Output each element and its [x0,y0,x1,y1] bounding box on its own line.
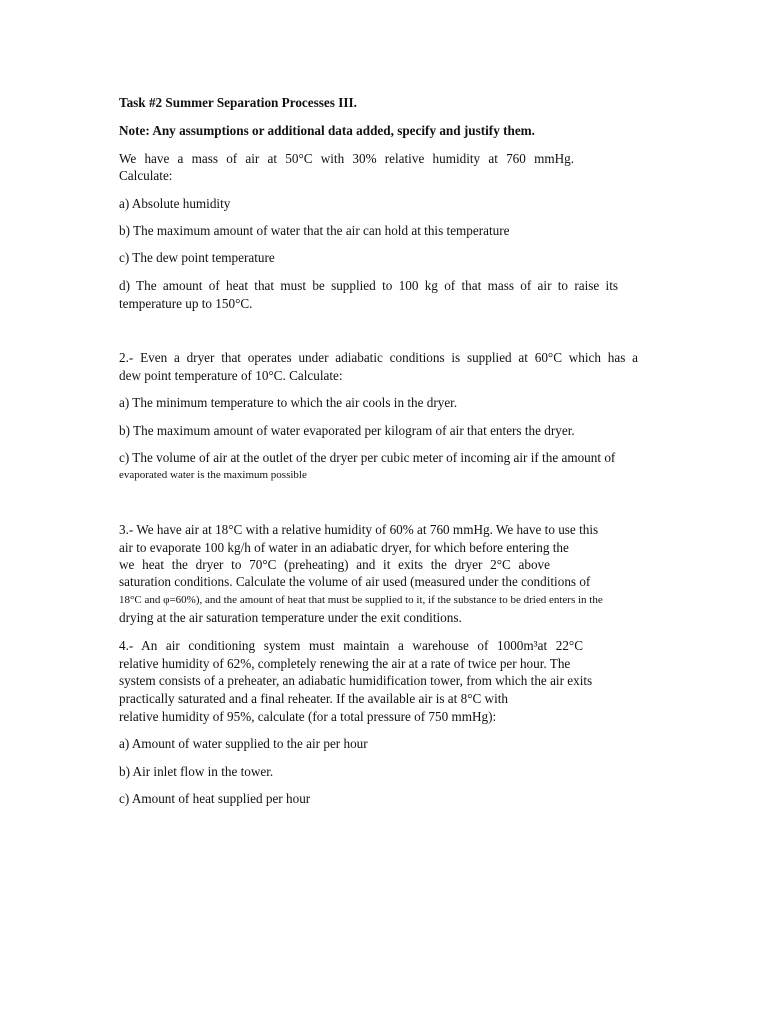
p1-item-b: b) The maximum amount of water that the air can hold at this temperature [119,223,510,238]
p3-line-6: drying at the air saturation temperature under the exit conditions. [119,610,462,625]
p4-item-c: c) Amount of heat supplied per hour [119,791,311,806]
p1-item-c: c) The dew point temperature [119,250,275,265]
p1-item-a: a) Absolute humidity [119,196,231,211]
p3-line-2: air to evaporate 100 kg/h of water in an adiabatic dryer, for which before entering the [119,540,569,555]
p2-intro-line-2: dew point temperature of 10°C. Calculate: [119,368,343,383]
p4-item-a: a) Amount of water supplied to the air per hour [119,736,368,751]
p3-line-3: we heat the dryer to 70°C (preheating) and it exits the dryer 2°C above [119,557,550,572]
p2-item-c-line-2: evaporated water is the maximum possible [119,469,307,481]
p2-item-b: b) The maximum amount of water evaporated per kilogram of air that enters the dryer. [119,423,575,438]
p3-line-1: 3.- We have air at 18°C with a relative humidity of 60% at 760 mmHg. We have to use this [119,522,599,537]
p2-intro-line-1: 2.- Even a dryer that operates under adiabatic conditions is supplied at 60°C which has a [119,350,638,365]
p4-line-3: system consists of a preheater, an adiabatic humidification tower, from which the air exits [119,673,593,688]
p3-line-5: 18°C and φ=60%), and the amount of heat that must be supplied to it, if the substance to be dried enters in the [119,594,603,606]
p2-item-a: a) The minimum temperature to which the air cools in the dryer. [119,395,458,410]
p4-item-b: b) Air inlet flow in the tower. [119,764,274,779]
p1-item-d-line-1: d) The amount of heat that must be supplied to 100 kg of that mass of air to raise its [119,278,618,293]
p1-intro-line-1: We have a mass of air at 50°C with 30% relative humidity at 760 mmHg. [119,151,574,166]
p4-line-1: 4.- An air conditioning system must maintain a warehouse of 1000m³at 22°C [119,638,583,653]
p3-line-4: saturation conditions. Calculate the volume of air used (measured under the conditions of [119,574,591,589]
task-title: Task #2 Summer Separation Processes III. [119,95,357,110]
note-line: Note: Any assumptions or additional data added, specify and justify them. [119,123,535,138]
p4-line-4: practically saturated and a final reheater. If the available air is at 8°C with [119,691,509,706]
p1-item-d-line-2: temperature up to 150°C. [119,296,253,311]
p1-intro-line-2: Calculate: [119,168,173,183]
p4-line-2: relative humidity of 62%, completely renewing the air at a rate of twice per hour. The [119,656,571,671]
p2-item-c-line-1: c) The volume of air at the outlet of the dryer per cubic meter of incoming air if the amount of [119,450,616,465]
p4-line-5: relative humidity of 95%, calculate (for a total pressure of 750 mmHg): [119,709,497,724]
